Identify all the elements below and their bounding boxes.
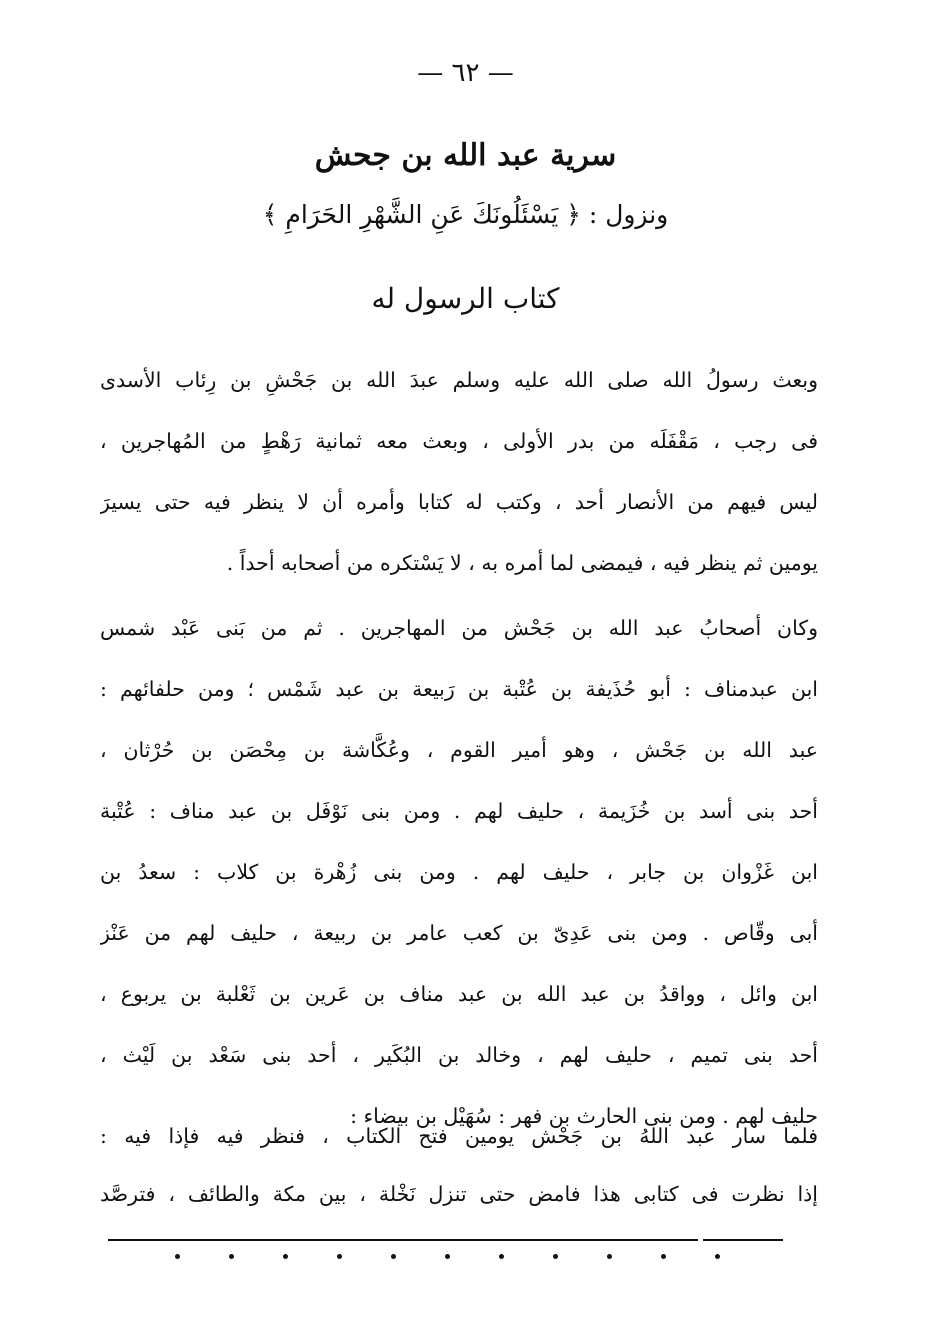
chapter-title: سرية عبد الله بن جحش — [314, 138, 617, 173]
text-line: أبى وقّاص . ومن بنى عَدِىّ بن كعب عامر بن ربيعة ، حليف لهم من عَنْز — [100, 921, 818, 945]
footer-dot — [607, 1254, 612, 1259]
paragraph — [100, 350, 818, 594]
text-line: ابن وائل ، وواقدُ بن عبد الله بن عبد مناف بن عَرين بن ثَعْلبة بن يربوع ، — [100, 982, 818, 1006]
footer-dot — [337, 1254, 342, 1259]
footer-dot — [283, 1254, 288, 1259]
footer-dot — [445, 1254, 450, 1259]
footer-dot — [661, 1254, 666, 1259]
text-line: حليف لهم . ومن بنى الحارث بن فهر : سُهَيْل بن بيضاء : — [350, 1104, 818, 1128]
text-line: فلما سار عبد اللهُ بن جَحْش يومين فتح الكتاب ، فنظر فيه فإذا فيه : — [100, 1124, 818, 1148]
open-quote-bracket: ﴿ — [566, 200, 581, 229]
text-line: وبعث رسولُ الله صلى الله عليه وسلم عبدَ الله بن جَحْشِ بن رِئاب الأسدى — [100, 368, 818, 392]
text-line: ليس فيهم من الأنصار أحد ، وكتب له كتابا وأمره أن لا ينظر فيه حتى يسيرَ — [100, 490, 818, 514]
text-line: أحد بنى أسد بن خُزَيمة ، حليف لهم . ومن بنى نَوْفَل بن عبد مناف : عُتْبة — [100, 799, 818, 823]
text-line: وكان أصحابُ عبد الله بن جَحْش من المهاجرين . ثم من بَنى عَبْد شمس — [100, 616, 818, 640]
footer-dot — [175, 1254, 180, 1259]
text-line: عبد الله بن جَحْش ، وهو أمير القوم ، وعُكَّاشة بن مِحْصَن بن حُرْثان ، — [100, 738, 818, 762]
footnote-rule — [108, 1239, 698, 1241]
text-line: ابن غَزْوان بن جابر ، حليف لهم . ومن بنى زُهْرة بن كلاب : سعدُ بن — [100, 860, 818, 884]
paragraph — [100, 598, 818, 1147]
text-line: ابن عبدمناف : أبو حُذَيفة بن عُتْبة بن رَبيعة بن عبد شَمْس ؛ ومن حلفائهم : — [100, 677, 818, 701]
text-line: فى رجب ، مَقْفَلَه من بدر الأولى ، وبعث معه ثمانية رَهْطٍ من المُهاجرين ، — [100, 429, 818, 453]
close-quote-bracket: ﴾ — [262, 200, 278, 229]
footer-dot — [499, 1254, 504, 1259]
paragraph — [100, 1107, 818, 1223]
chapter-subtitle — [0, 200, 931, 229]
subtitle-prefix: ونزول : — [588, 200, 669, 229]
section-heading: كتاب الرسول له — [371, 282, 560, 315]
text-line: أحد بنى تميم ، حليف لهم ، وخالد بن البُكَير ، أحد بنى سَعْد بن لَيْث ، — [100, 1043, 818, 1067]
text-line: إذا نظرت فى كتابى هذا فامض حتى تنزل نَخْلة ، بين مكة والطائف ، فترصَّد — [100, 1182, 818, 1206]
quran-verse: يَسْئَلُونَكَ عَنِ الشَّهْرِ الحَرَامِ — [285, 200, 559, 229]
footer-dot — [229, 1254, 234, 1259]
footnote-rule-short — [703, 1239, 783, 1241]
page-number: — ٦٢ — — [417, 58, 514, 88]
footer-dot — [391, 1254, 396, 1259]
text-line: يومين ثم ينظر فيه ، فيمضى لما أمره به ، لا يَسْتكره من أصحابه أحداً . — [226, 551, 818, 575]
footer-dot-row — [175, 1254, 720, 1270]
footer-dot — [553, 1254, 558, 1259]
footer-dot — [715, 1254, 720, 1259]
